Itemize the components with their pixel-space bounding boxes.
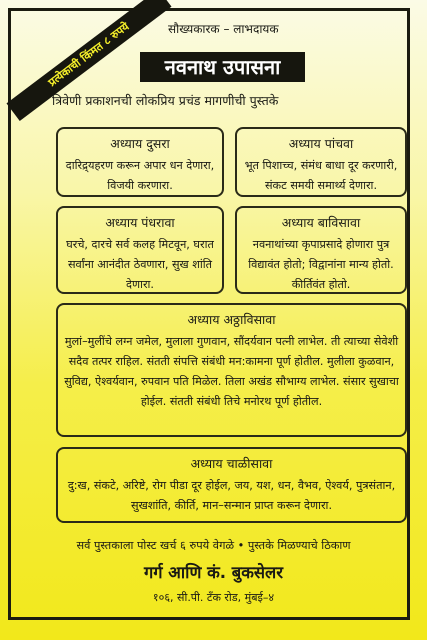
chapter-text: भूत पिशाच्च, संमंध बाधा दूर करणारी, संकट समयी समार्थ्य देणारा. — [244, 159, 398, 192]
tagline: सौख्यकारक – लाभदायक — [168, 22, 279, 36]
postage-note: सर्व पुस्तकाला पोस्ट खर्च ६ रुपये वेगळे • पुस्तके मिळण्याचे ठिकाण — [76, 539, 351, 552]
chapter-heading: अध्याय दुसरा — [110, 136, 170, 151]
chapter-box-22 — [235, 206, 407, 294]
chapter-heading: अध्याय बाविसावा — [281, 215, 361, 230]
bookseller-address: १०६, सी.पी. टँक रोड, मुंबई–४ — [152, 591, 275, 604]
chapter-box-5 — [235, 127, 407, 197]
chapter-heading: अध्याय पंधरावा — [105, 215, 175, 230]
chapter-heading: अध्याय पांचवा — [288, 136, 354, 151]
chapter-heading: अध्याय चाळीसावा — [190, 456, 273, 471]
chapter-box-15 — [56, 206, 224, 294]
page-title: नवनाथ उपासना — [140, 52, 305, 82]
chapter-heading: अध्याय अठ्ठाविसावा — [187, 312, 276, 327]
chapter-box-2 — [56, 127, 224, 197]
subtitle: त्रिवेणी प्रकाशनची लोकप्रिय प्रचंड मागणीची पुस्तके — [52, 93, 279, 108]
chapter-text: दु:ख, संकटे, अरिष्टे, रोग पीडा दूर होईल, जय, यश, धन, वैभव, ऐश्वर्य, पुत्रसंतान, सुखशांति, कीर्ति, मान–सन्मान प्राप्त करून देणारा. — [67, 479, 396, 512]
chapter-text: घरचे, दारचे सर्व कलह मिटवून, घरात सर्वांना आनंदीत ठेवणारा, सुख शांति देणारा. — [66, 238, 214, 291]
chapter-box-28 — [56, 303, 407, 437]
price-ribbon: प्रत्येकाची किंमत ८ रुपये — [7, 0, 172, 121]
chapter-text: नवनाथांच्या कृपाप्रसादे होणारा पुत्र विद्यावंत होतो; विद्वानांना मान्य होतो. कीर्तिवंत होतो. — [248, 238, 394, 291]
chapter-text: मुलां–मुलींचे लग्न जमेल, मुलाला गुणवान, सौंदर्यवान पत्नी लाभेल. ती त्याच्या सेवेशी सदैव तत्पर राहिल. संतती संपत्ति संबंधी मन:कामना पूर्ण होतील. मुलीला कुळवान, सुविद्य, ऐश्वर्यवान, रुपवान पति मिळेल. तिला अखंड सौभाग्य लाभेल. संसार सुखाचा होईल. संतती संबंधी तिचे मनोरथ पूर्ण होतील. — [64, 335, 399, 408]
bookseller-name: गर्ग आणि कं. बुकसेलर — [143, 563, 283, 582]
chapter-text: दारिद्र्यहरण करून अपार धन देणारा, विजयी करणारा. — [65, 159, 215, 192]
chapter-box-40 — [56, 447, 407, 523]
